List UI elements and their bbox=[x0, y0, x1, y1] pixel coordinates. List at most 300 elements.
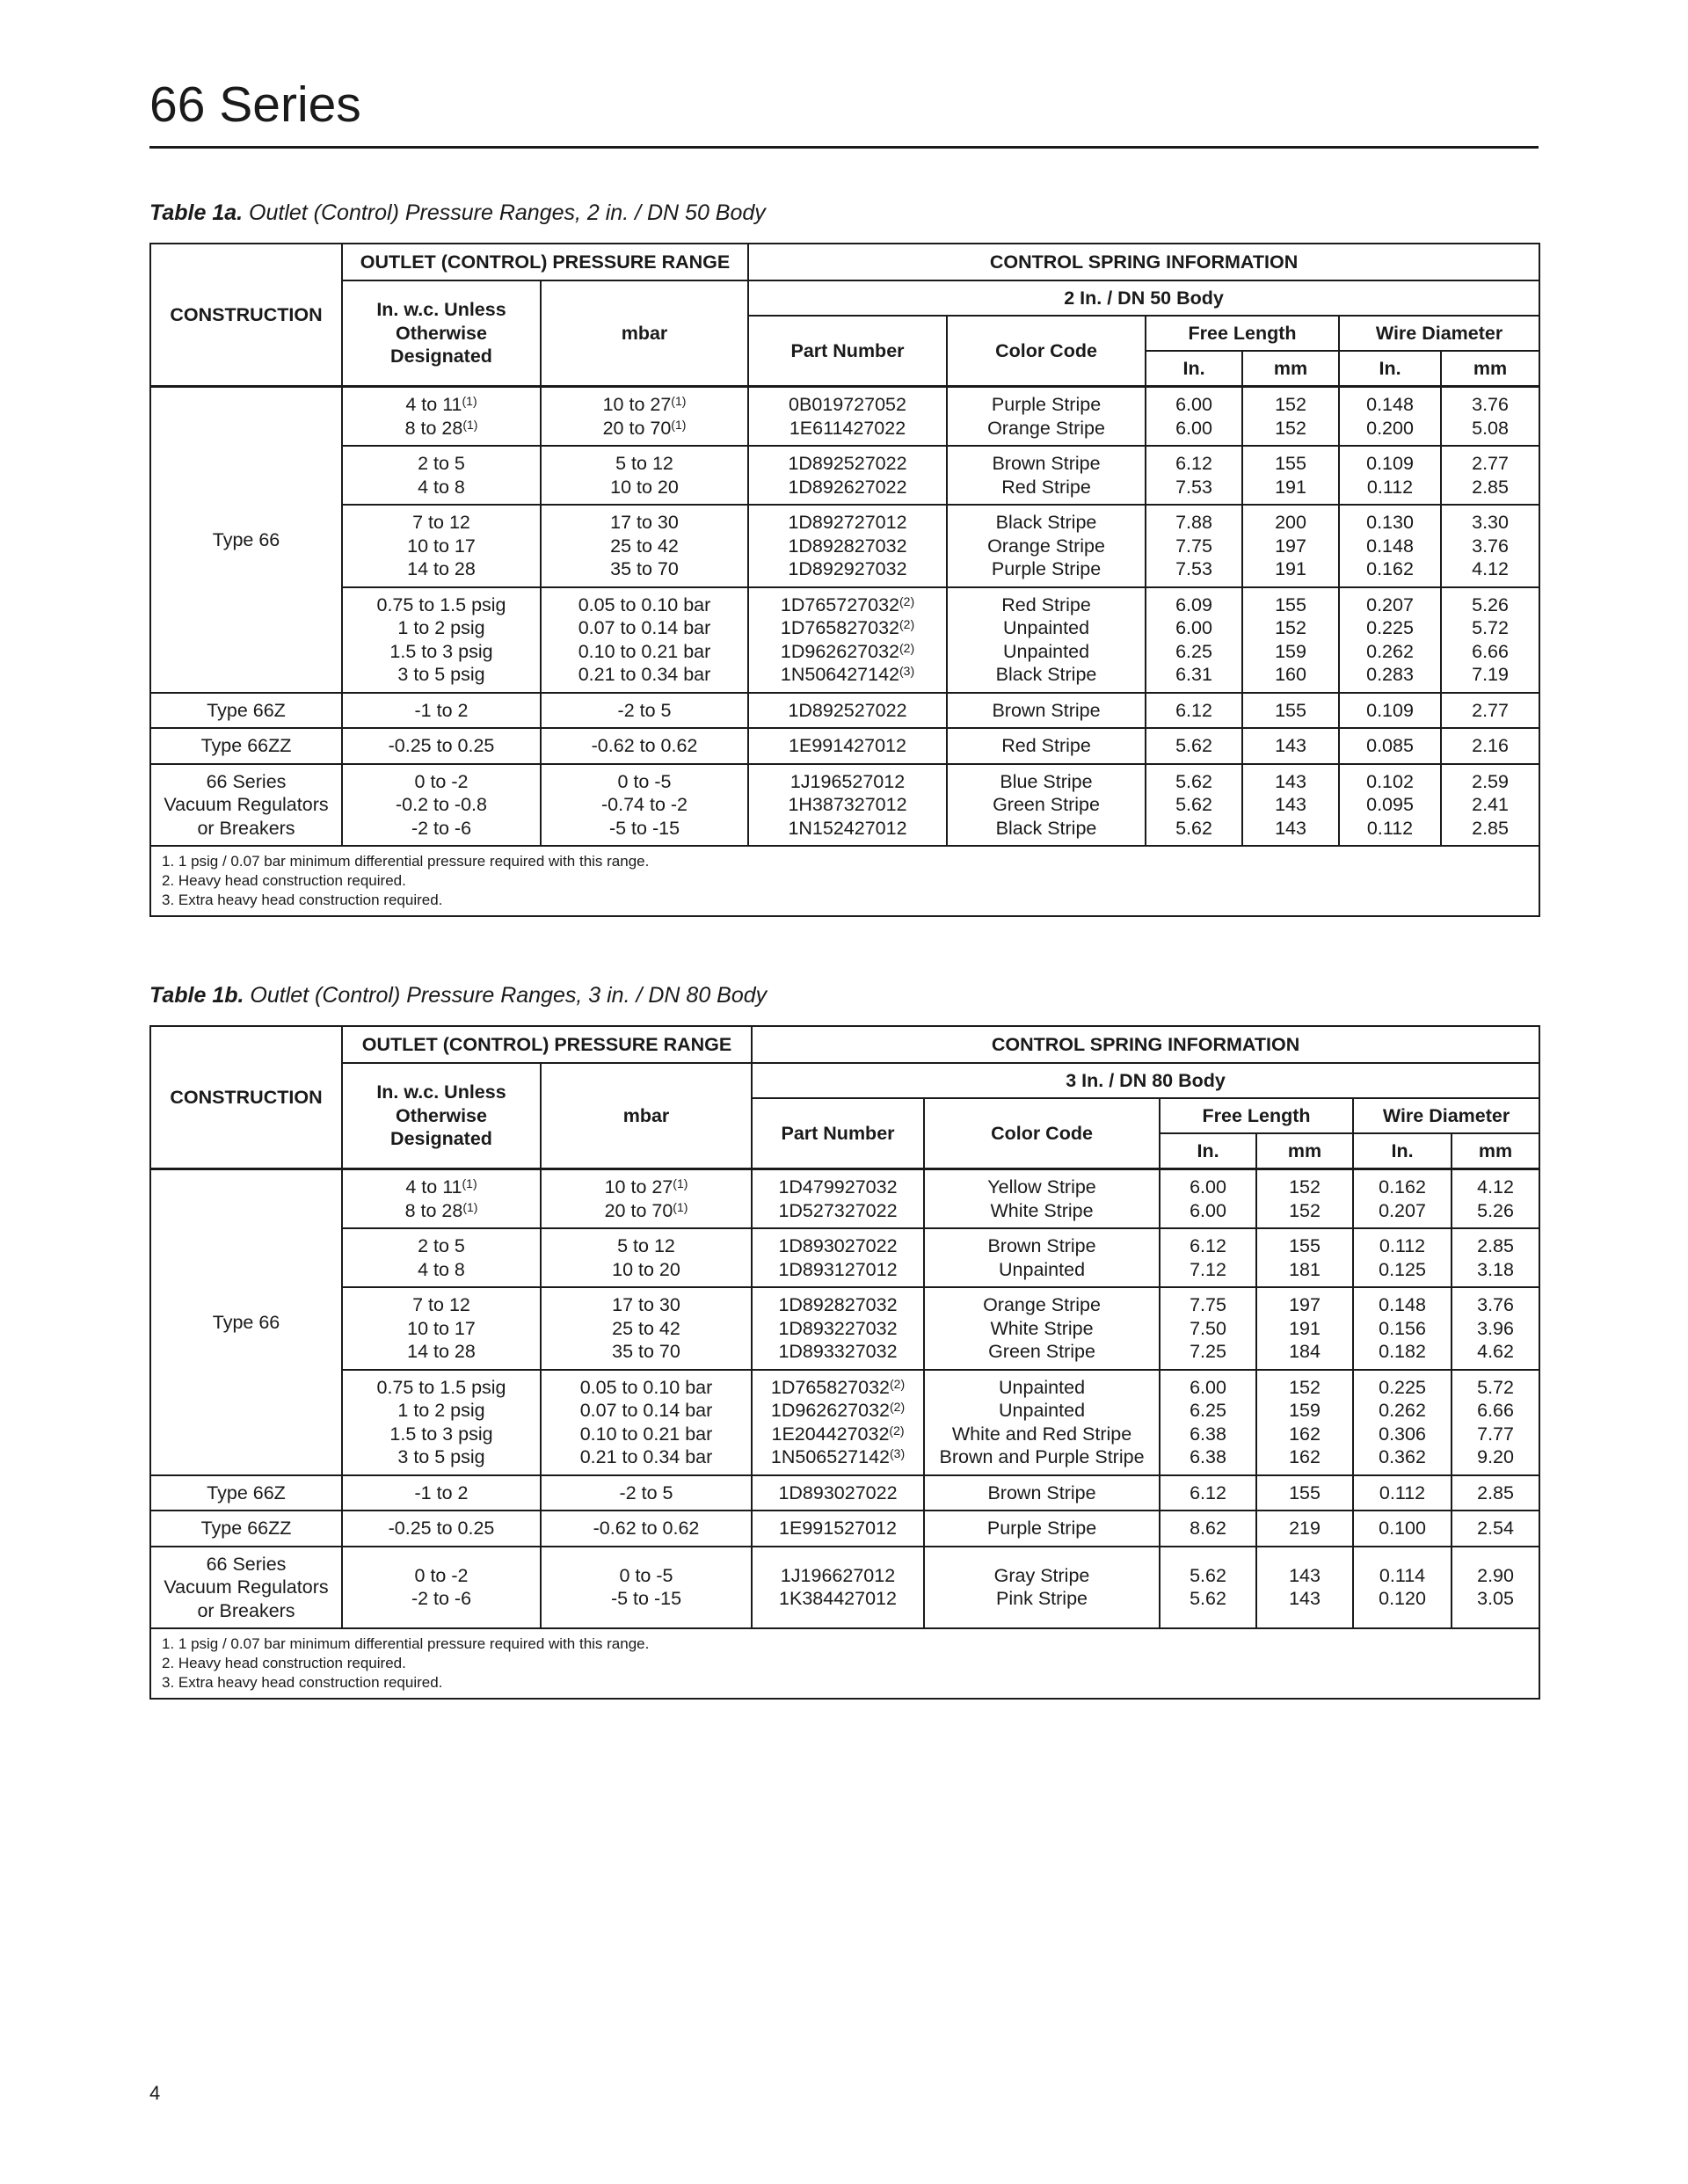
cell-value: Red Stripe bbox=[1001, 735, 1091, 756]
cell-value: 0.130 bbox=[1366, 512, 1414, 533]
cell-line bbox=[925, 1399, 1159, 1423]
cell-line bbox=[343, 417, 540, 440]
cell-value: 152 bbox=[1289, 1176, 1321, 1198]
header-row bbox=[150, 244, 1539, 280]
mbar-cell bbox=[541, 1287, 752, 1370]
cell-value: 2.85 bbox=[1472, 476, 1509, 498]
wire-diameter-in-cell bbox=[1353, 1169, 1452, 1229]
cell-value: 6.38 bbox=[1190, 1423, 1226, 1445]
cell-line bbox=[753, 1564, 923, 1588]
cell-line bbox=[1243, 452, 1338, 476]
table-row bbox=[150, 587, 1539, 693]
footnote-ref: (1) bbox=[462, 1176, 477, 1190]
cell-value: Black Stripe bbox=[995, 512, 1097, 533]
cell-line bbox=[1160, 1376, 1255, 1400]
cell-value: -0.2 to -0.8 bbox=[396, 794, 487, 815]
cell-value: 10 to 17 bbox=[407, 535, 476, 557]
part-number-cell bbox=[752, 1370, 924, 1475]
cell-value: 8.62 bbox=[1190, 1518, 1226, 1539]
cell-line bbox=[1243, 793, 1338, 817]
cell-line bbox=[1146, 734, 1241, 758]
table-note: 1. 1 psig / 0.07 bar minimum differential pressure required with this range. bbox=[162, 853, 650, 870]
cell-value: 35 to 70 bbox=[612, 1341, 680, 1362]
wire-diameter-header: Wire Diameter bbox=[1339, 316, 1539, 351]
cell-line bbox=[1243, 476, 1338, 499]
wire-diameter-in-cell bbox=[1353, 1511, 1452, 1547]
cell-value: Purple Stripe bbox=[986, 1518, 1097, 1539]
inwc-cell bbox=[342, 1547, 541, 1629]
cell-value: 3.18 bbox=[1477, 1258, 1514, 1280]
wire-diameter-in-cell bbox=[1339, 764, 1441, 847]
cell-line bbox=[1243, 593, 1338, 617]
free-length-mm-cell bbox=[1256, 1287, 1353, 1370]
inwc-cell bbox=[342, 1228, 541, 1287]
cell-line bbox=[1340, 734, 1440, 758]
inwc-cell bbox=[342, 1370, 541, 1475]
table-row bbox=[150, 1475, 1539, 1511]
wire-diameter-in-cell bbox=[1339, 728, 1441, 764]
cell-value: 35 to 70 bbox=[610, 558, 679, 579]
cell-line bbox=[1354, 1340, 1451, 1364]
color-code-cell bbox=[947, 446, 1146, 505]
cell-value: -0.62 to 0.62 bbox=[593, 1518, 700, 1539]
cell-line bbox=[343, 1317, 540, 1341]
cell-line bbox=[542, 1564, 751, 1588]
header-row bbox=[150, 1063, 1539, 1098]
cell-value: 7.19 bbox=[1472, 664, 1509, 685]
cell-value: 0 to -5 bbox=[617, 770, 672, 792]
cell-value: 143 bbox=[1275, 794, 1306, 815]
cell-line bbox=[343, 535, 540, 558]
cell-value: Brown and Purple Stripe bbox=[939, 1446, 1145, 1467]
cell-value: 0.114 bbox=[1379, 1564, 1426, 1586]
table-1a bbox=[149, 243, 1540, 917]
cell-value: Blue Stripe bbox=[1000, 770, 1093, 792]
cell-line bbox=[1442, 640, 1539, 664]
cell-value: 162 bbox=[1289, 1446, 1321, 1467]
cell-line bbox=[749, 511, 946, 535]
cell-line bbox=[1146, 557, 1241, 581]
cell-value: 4.12 bbox=[1472, 558, 1509, 579]
table-caption-label: Table 1a. bbox=[149, 200, 244, 225]
cell-line bbox=[343, 1293, 540, 1317]
cell-value: 7.12 bbox=[1190, 1258, 1226, 1280]
cell-line bbox=[542, 1340, 751, 1364]
cell-value: 3.76 bbox=[1472, 394, 1509, 415]
cell-line bbox=[948, 593, 1145, 617]
free-length-in-cell bbox=[1146, 387, 1242, 447]
cell-line bbox=[1354, 1199, 1451, 1223]
cell-line bbox=[1354, 1517, 1451, 1540]
construction-cell: Type 66ZZ bbox=[150, 728, 342, 764]
cell-value: 6.12 bbox=[1175, 699, 1212, 721]
cell-value: 159 bbox=[1289, 1400, 1321, 1421]
cell-value: 7.88 bbox=[1175, 512, 1212, 533]
cell-value: 5 to 12 bbox=[617, 1235, 675, 1256]
cell-line bbox=[1452, 1340, 1539, 1364]
wire-diameter-mm-cell bbox=[1452, 1228, 1539, 1287]
cell-value: Black Stripe bbox=[995, 817, 1097, 839]
wire-diameter-mm-cell bbox=[1441, 505, 1539, 587]
cell-line bbox=[542, 770, 747, 794]
cell-line bbox=[948, 393, 1145, 417]
cell-value: 4 to 8 bbox=[418, 476, 465, 498]
spring-info-header: CONTROL SPRING INFORMATION bbox=[752, 1026, 1539, 1063]
free-length-mm-cell bbox=[1242, 587, 1339, 693]
cell-value: 1D962627032 bbox=[780, 640, 899, 662]
footnote-ref: (1) bbox=[462, 417, 478, 432]
cell-value: 0.10 to 0.21 bar bbox=[579, 1423, 713, 1445]
cell-value: 5.08 bbox=[1472, 417, 1509, 439]
cell-line bbox=[753, 1517, 923, 1540]
cell-value: 0.262 bbox=[1379, 1400, 1426, 1421]
cell-value: 9.20 bbox=[1477, 1446, 1514, 1467]
free-length-mm-cell bbox=[1256, 1228, 1353, 1287]
cell-value: 1.5 to 3 psig bbox=[389, 640, 493, 662]
cell-value: 20 to 70 bbox=[604, 1199, 673, 1221]
cell-line bbox=[1146, 770, 1241, 794]
free-length-in-cell bbox=[1160, 1287, 1256, 1370]
cell-line bbox=[749, 593, 946, 617]
mbar-cell bbox=[541, 1169, 752, 1229]
free-length-mm-cell bbox=[1256, 1511, 1353, 1547]
cell-value: -5 to -15 bbox=[608, 817, 680, 839]
cell-line bbox=[1452, 1317, 1539, 1341]
table-note: 1. 1 psig / 0.07 bar minimum differential pressure required with this range. bbox=[162, 1635, 650, 1652]
free-length-mm-cell bbox=[1242, 764, 1339, 847]
cell-value: 6.38 bbox=[1190, 1446, 1226, 1467]
wire-diameter-mm-cell bbox=[1452, 1475, 1539, 1511]
cell-value: 0.112 bbox=[1366, 817, 1414, 839]
free-length-in-cell bbox=[1146, 764, 1242, 847]
free-length-mm-cell bbox=[1242, 446, 1339, 505]
cell-line bbox=[542, 1423, 751, 1446]
footnote-ref: (1) bbox=[671, 394, 687, 408]
cell-line bbox=[753, 1376, 923, 1400]
cell-line bbox=[1146, 593, 1241, 617]
cell-value: 0.207 bbox=[1379, 1199, 1426, 1221]
table-note: 2. Heavy head construction required. bbox=[162, 872, 406, 889]
footnote-ref: (3) bbox=[890, 1446, 906, 1460]
cell-line bbox=[1257, 1517, 1352, 1540]
cell-value: 1J196527012 bbox=[789, 770, 906, 792]
free-length-in-cell bbox=[1146, 728, 1242, 764]
cell-value: 2.85 bbox=[1472, 817, 1509, 839]
construction-cell bbox=[150, 1547, 342, 1629]
color-code-cell bbox=[947, 764, 1146, 847]
cell-value: 7.75 bbox=[1175, 535, 1212, 557]
cell-value: 0.283 bbox=[1366, 664, 1414, 685]
cell-line bbox=[749, 699, 946, 723]
cell-line bbox=[1257, 1258, 1352, 1282]
cell-value: -2 to 5 bbox=[617, 699, 672, 721]
cell-line bbox=[343, 452, 540, 476]
cell-value: 191 bbox=[1275, 476, 1306, 498]
cell-value: 8 to 28 bbox=[404, 417, 463, 439]
color-code-cell bbox=[924, 1475, 1160, 1511]
cell-line bbox=[542, 1317, 751, 1341]
cell-value: 160 bbox=[1275, 664, 1306, 685]
cell-line bbox=[1257, 1376, 1352, 1400]
cell-value: 1K384427012 bbox=[779, 1588, 897, 1610]
wire-diameter-mm-cell bbox=[1452, 1511, 1539, 1547]
cell-value: 6.25 bbox=[1175, 640, 1212, 662]
cell-value: Brown Stripe bbox=[992, 453, 1101, 474]
color-code-cell bbox=[924, 1370, 1160, 1475]
cell-line bbox=[343, 1564, 540, 1588]
mbar-cell bbox=[541, 387, 748, 447]
cell-line bbox=[925, 1376, 1159, 1400]
color-code-header: Color Code bbox=[947, 316, 1146, 387]
construction-cell: Type 66 bbox=[150, 1169, 342, 1475]
part-number-cell bbox=[748, 587, 947, 693]
cell-value: 0.112 bbox=[1379, 1235, 1426, 1256]
cell-value: Purple Stripe bbox=[991, 394, 1102, 415]
cell-line bbox=[1442, 793, 1539, 817]
cell-line bbox=[343, 1376, 540, 1400]
color-code-cell bbox=[947, 387, 1146, 447]
cell-value: 1D893027022 bbox=[778, 1235, 898, 1256]
inwc-cell bbox=[342, 387, 541, 447]
part-number-cell bbox=[752, 1169, 924, 1229]
cell-line bbox=[343, 511, 540, 535]
cell-value: 17 to 30 bbox=[610, 512, 679, 533]
cell-value: 191 bbox=[1289, 1317, 1321, 1339]
cell-value: 0.112 bbox=[1379, 1481, 1426, 1503]
cell-line bbox=[542, 1399, 751, 1423]
cell-value: 5.72 bbox=[1477, 1376, 1514, 1398]
cell-value: 2 to 5 bbox=[418, 453, 465, 474]
cell-value: 7 to 12 bbox=[412, 1294, 470, 1315]
cell-value: 2.85 bbox=[1477, 1235, 1514, 1256]
cell-value: 8 to 28 bbox=[404, 1199, 463, 1221]
cell-value: 1N506427142 bbox=[780, 664, 899, 685]
cell-line bbox=[1160, 1399, 1255, 1423]
cell-value: 155 bbox=[1275, 699, 1306, 721]
cell-line bbox=[925, 1481, 1159, 1505]
part-number-cell bbox=[748, 446, 947, 505]
cell-line bbox=[542, 1293, 751, 1317]
cell-line bbox=[542, 476, 747, 499]
cell-line bbox=[343, 1587, 540, 1611]
cell-value: 7.75 bbox=[1190, 1294, 1226, 1315]
cell-line bbox=[1160, 1199, 1255, 1223]
cell-line bbox=[1146, 616, 1241, 640]
free-length-in-cell bbox=[1160, 1169, 1256, 1229]
cell-value: 155 bbox=[1289, 1481, 1321, 1503]
inwc-cell bbox=[342, 1511, 541, 1547]
cell-value: 17 to 30 bbox=[612, 1294, 680, 1315]
cell-value: 0.109 bbox=[1366, 453, 1414, 474]
cell-value: 1E611427022 bbox=[789, 417, 906, 439]
body-size-header: 3 In. / DN 80 Body bbox=[752, 1063, 1539, 1098]
cell-line bbox=[1340, 817, 1440, 841]
cell-value: 159 bbox=[1275, 640, 1306, 662]
cell-value: 0.162 bbox=[1379, 1176, 1426, 1198]
cell-value: 2.90 bbox=[1477, 1564, 1514, 1586]
cell-line bbox=[753, 1234, 923, 1258]
cell-value: 2.41 bbox=[1472, 794, 1509, 815]
cell-value: 0.162 bbox=[1366, 558, 1414, 579]
cell-value: 5.62 bbox=[1175, 735, 1212, 756]
wire-diameter-mm-cell bbox=[1452, 1169, 1539, 1229]
footnote-ref: (2) bbox=[889, 1423, 905, 1438]
inwc-cell bbox=[342, 587, 541, 693]
cell-line bbox=[1160, 1317, 1255, 1341]
free-length-mm-cell bbox=[1242, 693, 1339, 729]
free-length-mm-cell bbox=[1242, 728, 1339, 764]
color-code-header: Color Code bbox=[924, 1098, 1160, 1169]
cell-value: 6.25 bbox=[1190, 1400, 1226, 1421]
cell-value: 1N506527142 bbox=[770, 1446, 890, 1467]
unit-header-wd-in: In. bbox=[1353, 1133, 1452, 1169]
wire-diameter-mm-cell bbox=[1452, 1370, 1539, 1475]
cell-value: 5.26 bbox=[1472, 593, 1509, 615]
cell-line bbox=[925, 1176, 1159, 1199]
cell-value: 197 bbox=[1289, 1294, 1321, 1315]
cell-line bbox=[1257, 1423, 1352, 1446]
cell-value: 5 to 12 bbox=[615, 453, 673, 474]
cell-line bbox=[1243, 663, 1338, 687]
cell-value: Purple Stripe bbox=[991, 558, 1102, 579]
cell-value: 143 bbox=[1289, 1564, 1321, 1586]
inwc-cell bbox=[342, 693, 541, 729]
table-row bbox=[150, 1511, 1539, 1547]
cell-value: 1E204427032 bbox=[771, 1423, 890, 1445]
cell-value: 0.75 to 1.5 psig bbox=[376, 1376, 506, 1398]
cell-line bbox=[1257, 1234, 1352, 1258]
cell-line bbox=[542, 593, 747, 617]
cell-line bbox=[1160, 1481, 1255, 1505]
cell-line bbox=[948, 734, 1145, 758]
free-length-mm-cell bbox=[1242, 387, 1339, 447]
wire-diameter-in-cell bbox=[1353, 1370, 1452, 1475]
cell-value: 3 to 5 psig bbox=[397, 664, 485, 685]
cell-line bbox=[1452, 1293, 1539, 1317]
cell-value: 0B019727052 bbox=[789, 394, 906, 415]
cell-line bbox=[1442, 393, 1539, 417]
cell-value: 0.120 bbox=[1379, 1588, 1426, 1610]
cell-line bbox=[1243, 557, 1338, 581]
cell-line bbox=[749, 452, 946, 476]
cell-line bbox=[925, 1564, 1159, 1588]
footnote-ref: (2) bbox=[890, 1376, 906, 1391]
wire-diameter-in-cell bbox=[1339, 693, 1441, 729]
cell-line bbox=[1243, 640, 1338, 664]
cell-line bbox=[753, 1176, 923, 1199]
cell-line bbox=[1340, 770, 1440, 794]
outlet-range-header: OUTLET (CONTROL) PRESSURE RANGE bbox=[342, 244, 748, 280]
cell-value: 1J196627012 bbox=[780, 1564, 896, 1586]
cell-value: 0.112 bbox=[1366, 476, 1414, 498]
cell-value: -2 to 5 bbox=[619, 1481, 673, 1503]
free-length-in-cell bbox=[1146, 505, 1242, 587]
cell-value: 7.53 bbox=[1175, 476, 1212, 498]
cell-value: 197 bbox=[1275, 535, 1306, 557]
free-length-in-cell bbox=[1160, 1511, 1256, 1547]
cell-line bbox=[749, 817, 946, 841]
cell-line bbox=[1442, 699, 1539, 723]
cell-value: 143 bbox=[1275, 735, 1306, 756]
cell-value: 1D893327032 bbox=[778, 1341, 898, 1362]
cell-value: 1 to 2 psig bbox=[397, 1400, 485, 1421]
wire-diameter-mm-cell bbox=[1441, 764, 1539, 847]
cell-value: 1D892927032 bbox=[788, 558, 907, 579]
cell-line bbox=[1146, 417, 1241, 440]
cell-line bbox=[542, 616, 747, 640]
free-length-header: Free Length bbox=[1160, 1098, 1353, 1133]
part-number-header: Part Number bbox=[748, 316, 947, 387]
cell-line bbox=[1354, 1317, 1451, 1341]
cell-line bbox=[542, 393, 747, 417]
cell-line bbox=[1354, 1564, 1451, 1588]
cell-value: 7 to 12 bbox=[412, 512, 470, 533]
cell-line bbox=[542, 417, 747, 440]
cell-value: White Stripe bbox=[990, 1317, 1094, 1339]
table-row bbox=[150, 387, 1539, 447]
cell-line bbox=[1442, 535, 1539, 558]
cell-value: 0.225 bbox=[1379, 1376, 1426, 1398]
cell-value: 3.05 bbox=[1477, 1588, 1514, 1610]
cell-line bbox=[1452, 1423, 1539, 1446]
construction-cell: Type 66ZZ bbox=[150, 1511, 342, 1547]
cell-line bbox=[1452, 1445, 1539, 1469]
free-length-in-cell bbox=[1146, 446, 1242, 505]
cell-line bbox=[1146, 640, 1241, 664]
cell-line bbox=[1257, 1399, 1352, 1423]
cell-line bbox=[1243, 770, 1338, 794]
cell-value: 20 to 70 bbox=[602, 417, 672, 439]
cell-value: 0.148 bbox=[1366, 394, 1414, 415]
footnote-ref: (1) bbox=[671, 417, 687, 432]
cell-value: Unpainted bbox=[999, 1400, 1086, 1421]
unit-header-fl-in: In. bbox=[1146, 351, 1242, 387]
cell-line bbox=[343, 734, 540, 758]
cell-value: 2.77 bbox=[1472, 699, 1509, 721]
cell-value: 14 to 28 bbox=[407, 558, 476, 579]
cell-line bbox=[1160, 1517, 1255, 1540]
cell-line bbox=[948, 616, 1145, 640]
cell-line bbox=[925, 1445, 1159, 1469]
cell-line bbox=[749, 770, 946, 794]
cell-value: 1D527327022 bbox=[778, 1199, 898, 1221]
cell-value: 4 to 11 bbox=[405, 1176, 462, 1198]
part-number-cell bbox=[752, 1511, 924, 1547]
cell-value: 143 bbox=[1275, 770, 1306, 792]
cell-line bbox=[749, 476, 946, 499]
cell-value: 5.62 bbox=[1190, 1564, 1226, 1586]
inwc-header: In. w.c. Unless Otherwise Designated bbox=[342, 280, 541, 387]
cell-line bbox=[542, 535, 747, 558]
cell-value: 1D893227032 bbox=[778, 1317, 898, 1339]
footnote-ref: (2) bbox=[899, 593, 915, 608]
cell-value: 25 to 42 bbox=[612, 1317, 680, 1339]
cell-line bbox=[343, 1258, 540, 1282]
cell-line bbox=[542, 452, 747, 476]
construction-header: CONSTRUCTION bbox=[150, 244, 342, 387]
cell-value: 1H387327012 bbox=[788, 794, 907, 815]
free-length-in-cell bbox=[1160, 1228, 1256, 1287]
cell-line bbox=[1340, 699, 1440, 723]
cell-value: 181 bbox=[1289, 1258, 1321, 1280]
cell-value: White Stripe bbox=[990, 1199, 1094, 1221]
cell-value: Brown Stripe bbox=[987, 1481, 1096, 1503]
wire-diameter-in-cell bbox=[1339, 446, 1441, 505]
cell-line bbox=[1340, 593, 1440, 617]
cell-line bbox=[1257, 1176, 1352, 1199]
cell-line bbox=[1442, 616, 1539, 640]
cell-value: Pink Stripe bbox=[996, 1588, 1088, 1610]
